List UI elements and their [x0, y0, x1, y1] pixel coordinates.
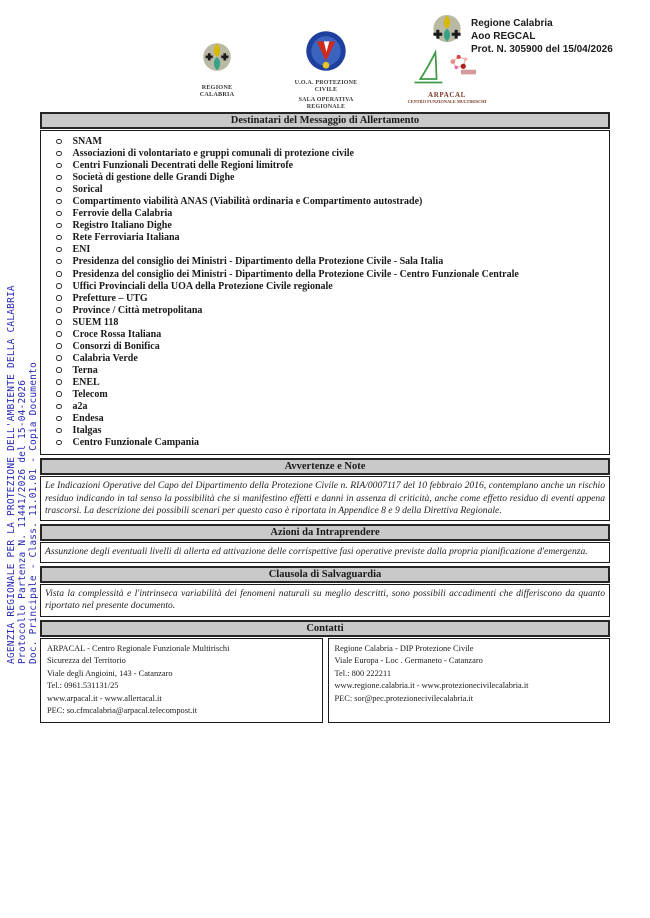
bullet-icon: [56, 199, 62, 205]
list-item-label: Calabria Verde: [72, 352, 138, 364]
side-text-line-3: Doc. Principale - Class. 11.01.01 - Copia Documento: [28, 362, 39, 664]
contact-line: Tel.: 800 222211: [334, 668, 392, 678]
list-item-label: Rete Ferroviaria Italiana: [72, 232, 180, 244]
contact-line: Sicurezza del Territorio: [47, 656, 126, 666]
list-item: [49, 413, 605, 425]
contact-line: Tel.: 0961.531131/25: [47, 681, 119, 691]
bullet-icon: [56, 404, 62, 410]
list-item-label: Compartimento viabilità ANAS (Viabilità ordinaria e Compartimento autostrade): [72, 196, 423, 208]
list-item-label: Centri Funzionali Decentrati delle Regioni limitrofe: [72, 160, 294, 172]
contact-line: Regione Calabria - DIP Protezione Civile: [334, 643, 474, 653]
list-item: [49, 208, 605, 220]
bullet-icon: [56, 163, 62, 169]
list-item: [49, 293, 605, 305]
destinatari-list: [40, 130, 610, 455]
protezione-civile-logo: [286, 30, 366, 111]
bullet-icon: [56, 139, 62, 145]
contact-line: ARPACAL - Centro Regionale Funzionale Multirischi: [47, 643, 230, 653]
list-item: [49, 220, 605, 232]
list-item-label: SNAM: [72, 136, 102, 147]
arpacal-sail-icon: [405, 50, 489, 86]
bullet-icon: [56, 367, 62, 373]
list-item-label: Registro Italiano Dighe: [72, 220, 172, 232]
list-item: [49, 269, 605, 281]
list-item-label: Croce Rossa Italiana: [72, 328, 162, 340]
list-item: [49, 401, 605, 413]
list-item: [49, 148, 605, 160]
bullet-icon: [56, 391, 62, 397]
list-item: [49, 305, 605, 317]
bullet-icon: [56, 271, 62, 277]
list-item-label: Province / Città metropolitana: [72, 304, 203, 316]
list-item-label: SUEM 118: [72, 316, 119, 328]
side-text-line-2: Protocollo Partenza N. 11441/2026 del 15-04-2026: [17, 379, 28, 664]
list-item: [49, 244, 605, 256]
bullet-icon: [56, 247, 62, 253]
contact-line: PEC: so.cfmcalabria@arpacal.telecompost.it: [47, 706, 198, 716]
list-item-label: Società di gestione delle Grandi Dighe: [72, 172, 235, 184]
list-item: [49, 317, 605, 329]
list-item-label: Prefetture – UTG: [72, 292, 148, 304]
azioni-text: Assunzione degli eventuali livelli di allerta ed attivazione delle corrispettive fasi operative previste dalla propria pianificazione d'emergenza.: [40, 542, 610, 562]
list-item: [49, 425, 605, 437]
contact-arpacal: [40, 638, 323, 723]
bullet-icon: [56, 319, 62, 325]
bullet-icon: [56, 223, 62, 229]
list-item-label: Associazioni di volontariato e gruppi comunali di protezione civile: [72, 148, 354, 160]
bullet-icon: [56, 416, 62, 422]
regione-calabria-logo: [185, 42, 249, 98]
list-item: [49, 172, 605, 184]
list-item: [49, 365, 605, 377]
list-item: [49, 232, 605, 244]
protocol-stamp-text: [471, 10, 613, 56]
bullet-icon: [56, 343, 62, 349]
bullet-icon: [56, 440, 62, 446]
stamp-line-1: Regione Calabria: [471, 18, 553, 29]
list-item-label: Terna: [72, 364, 98, 376]
list-item-label: Presidenza del consiglio dei Ministri - Dipartimento della Protezione Civile - Sala Italia: [72, 256, 444, 268]
bullet-icon: [56, 283, 62, 289]
list-item: [49, 329, 605, 341]
bullet-icon: [56, 307, 62, 313]
contact-line: www.regione.calabria.it - www.protezionecivilecalabria.it: [334, 681, 529, 691]
contact-line: www.arpacal.it - www.allertacal.it: [47, 693, 162, 703]
list-item: [49, 341, 605, 353]
bullet-icon: [56, 259, 62, 265]
bullet-icon: [56, 175, 62, 181]
list-item: [49, 389, 605, 401]
list-item-label: Centro Funzionale Campania: [72, 437, 199, 449]
list-item-label: Italgas: [72, 425, 102, 437]
section-header-avvertenze: Avvertenze e Note: [40, 458, 610, 475]
list-item-label: ENI: [72, 244, 91, 256]
contact-line: Viale degli Angioini, 143 - Catanzaro: [47, 668, 173, 678]
contact-line: Viale Europa - Loc . Germaneto - Catanzaro: [334, 656, 483, 666]
list-item-label: Uffici Provinciali della UOA della Protezione Civile regionale: [72, 280, 333, 292]
side-protocol-text: [6, 285, 39, 664]
molecule-doodle-icon: [450, 55, 476, 74]
section-header-clausola: Clausola di Salvaguardia: [40, 566, 610, 583]
side-text-line-1: AGENZIA REGIONALE PER LA PROTEZIONE DELL'AMBIENTE DELLA CALABRIA: [6, 285, 17, 664]
list-item-label: Sorical: [72, 184, 103, 196]
list-item: [49, 377, 605, 389]
list-item-label: Telecom: [72, 388, 108, 400]
regione-calabria-stamp-icon: [430, 10, 464, 52]
list-item: [49, 281, 605, 293]
list-item: [49, 136, 605, 148]
list-item-label: Endesa: [72, 413, 104, 425]
bullet-icon: [56, 379, 62, 385]
arpacal-logo-label-2: CENTRO FUNZIONALE MULTIRISCHI: [407, 99, 487, 104]
bullet-icon: [56, 235, 62, 241]
clausola-text: Vista la complessità e l'intrinseca variabilità dei fenomeni naturali su meglio descritti, sono possibili accadimenti che differiscono da quanto riportato nel presente documento.: [40, 584, 610, 617]
protezione-civile-emblem-icon: [305, 30, 347, 72]
list-item: [49, 160, 605, 172]
list-item-label: a2a: [72, 401, 88, 413]
contact-regione: [328, 638, 611, 723]
bullet-icon: [56, 355, 62, 361]
uoa-logo-label-2: SALA OPERATIVA REGIONALE: [298, 97, 354, 110]
bullet-icon: [56, 151, 62, 157]
regione-calabria-emblem-icon: [202, 42, 232, 72]
list-item: [49, 353, 605, 365]
list-item: [49, 196, 605, 208]
list-item-label: ENEL: [72, 376, 100, 388]
alert-table: [40, 112, 610, 723]
bullet-icon: [56, 187, 62, 193]
arpacal-logo: [404, 50, 490, 104]
contacts-row: [40, 638, 610, 723]
list-item-label: Consorzi di Bonifica: [72, 340, 160, 352]
bullet-icon: [56, 331, 62, 337]
list-item: [49, 256, 605, 268]
regione-calabria-logo-label: REGIONE CALABRIA: [199, 84, 235, 98]
avvertenze-text: Le Indicazioni Operative del Capo del Dipartimento della Protezione Civile n. RIA/0007117 del 10 febbraio 2016, contemplano anche un rischio residuo indicando in tal senso la possibilità che si manifestino effetti e danni in assenza di criticità, anche come effetto residuo di eventi appena trascorsi. La descrizione dei possibili scenari per questo caso è riportata in Appendice 8 e 9 della Direttiva Regionale.: [40, 476, 610, 521]
section-header-azioni: Azioni da Intraprendere: [40, 524, 610, 541]
contact-line: PEC: sor@pec.protezionecivilecalabria.it: [334, 693, 474, 703]
stamp-line-2: Aoo REGCAL: [471, 31, 536, 42]
list-item: [49, 184, 605, 196]
list-item: [49, 437, 605, 449]
bullet-icon: [56, 295, 62, 301]
stamp-line-3: Prot. N. 305900 del 15/04/2026: [471, 44, 613, 55]
section-header-destinatari: Destinatari del Messaggio di Allertamento: [40, 112, 610, 129]
bullet-icon: [56, 428, 62, 434]
uoa-logo-label-1: U.O.A. PROTEZIONE CIVILE: [294, 80, 358, 93]
arpacal-logo-label-1: ARPACAL: [428, 91, 466, 99]
list-item-label: Ferrovie della Calabria: [72, 208, 173, 220]
bullet-icon: [56, 211, 62, 217]
list-item-label: Presidenza del consiglio dei Ministri - Dipartimento della Protezione Civile - Centro Funzionale Centrale: [72, 268, 519, 280]
section-header-contatti: Contatti: [40, 620, 610, 637]
